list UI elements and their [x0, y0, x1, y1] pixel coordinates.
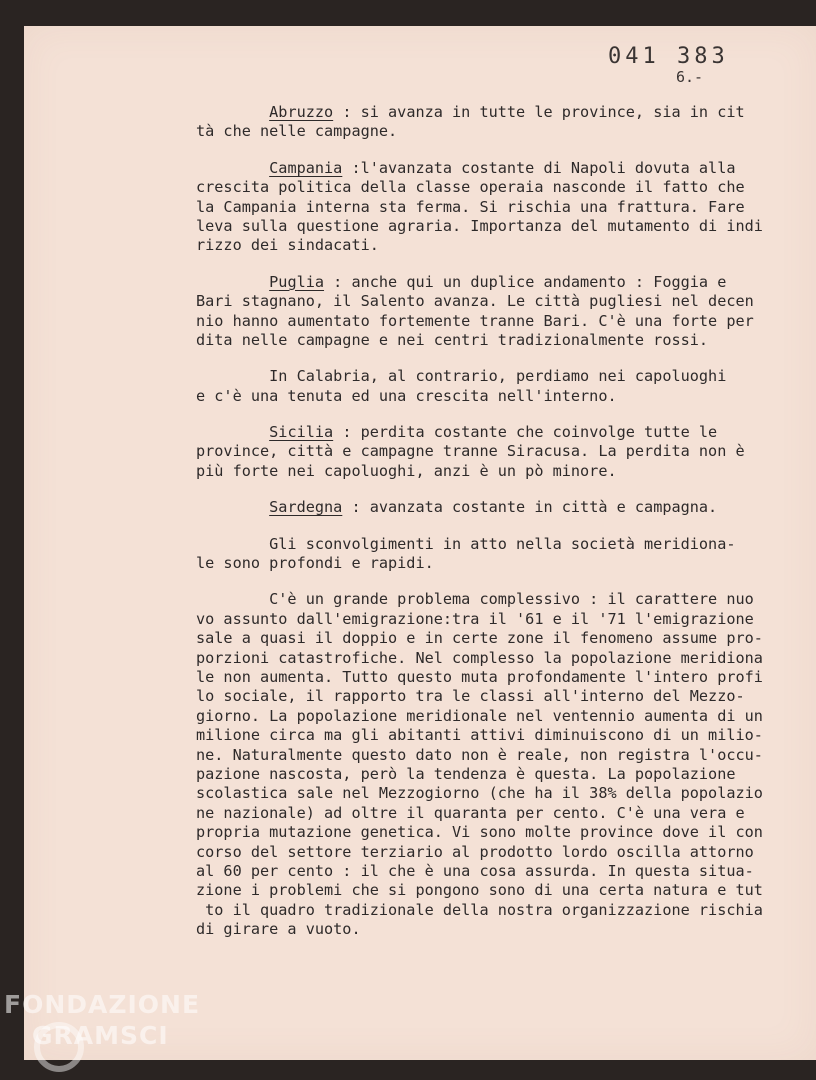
- text-line: ne. Naturalmente questo dato non è reale, non registra l'occu-: [196, 745, 763, 764]
- paragraph: [196, 535, 796, 574]
- text-line: scolastica sale nel Mezzogiorno (che ha il 38% della popolazio: [196, 784, 763, 803]
- text-line: Gli sconvolgimenti in atto nella società meridiona-: [196, 534, 736, 553]
- text-line: Sardegna : avanzata costante in città e campagna.: [269, 498, 718, 517]
- text-line: pazione nascosta, però la tendenza è questa. La popolazione: [196, 764, 736, 783]
- text-line: porzioni catastrofiche. Nel complesso la popolazione meridiona: [196, 648, 763, 667]
- text-line: C'è un grande problema complessivo : il carattere nuo: [196, 590, 754, 609]
- text-line: propria mutazione genetica. Vi sono molte province dove il con: [196, 823, 763, 842]
- text-line: In Calabria, al contrario, perdiamo nei capoluoghi: [196, 367, 727, 386]
- text-line: lo sociale, il rapporto tra le classi all'interno del Mezzo-: [196, 687, 745, 706]
- region-heading: Campania: [269, 158, 343, 177]
- text-line: e c'è una tenuta ed una crescita nell'interno.: [196, 386, 617, 405]
- text-line: vo assunto dall'emigrazione:tra il '61 e il '71 l'emigrazione: [196, 609, 754, 628]
- paragraph: [196, 159, 796, 256]
- region-heading: Puglia: [269, 272, 325, 291]
- paragraph: [196, 103, 796, 142]
- paragraph: [196, 498, 796, 517]
- text-line: milione circa ma gli abitanti attivi diminuiscono di un milio-: [196, 726, 763, 745]
- text-line: leva sulla questione agraria. Importanza del mutamento di indi: [196, 216, 763, 235]
- text-line: province, città e campagne tranne Siracusa. La perdita non è: [196, 442, 745, 461]
- paragraph: [196, 590, 796, 939]
- text-line: al 60 per cento : il che è una cosa assurda. In questa situa-: [196, 861, 754, 880]
- text-line: zione i problemi che si pongono sono di una certa natura e tut: [196, 881, 763, 900]
- text-line: giorno. La popolazione meridionale nel ventennio aumenta di un: [196, 706, 763, 725]
- text-line: più forte nei capoluoghi, anzi è un pò minore.: [196, 461, 617, 480]
- text-line: Sicilia : perdita costante che coinvolge tutte le: [269, 423, 718, 442]
- text-line: rizzo dei sindacati.: [196, 236, 379, 255]
- text-line: ne nazionale) ad oltre il quaranta per cento. C'è una vera e: [196, 803, 745, 822]
- text-line: Abruzzo : si avanza in tutte le province, sia in cit: [269, 103, 745, 121]
- text-line: le sono profondi e rapidi.: [196, 554, 434, 573]
- text-line: nio hanno aumentato fortemente tranne Bari. C'è una forte per: [196, 311, 754, 330]
- text-line: corso del settore terziario al prodotto lordo oscilla attorno: [196, 842, 754, 861]
- document-body: [196, 103, 796, 956]
- page-number: 041 383: [608, 44, 729, 69]
- text-line: dita nelle campagne e nei centri tradizionalmente rossi.: [196, 330, 709, 349]
- text-line: to il quadro tradizionale della nostra organizzazione rischia: [196, 900, 763, 919]
- text-line: tà che nelle campagne.: [196, 122, 398, 141]
- paragraph: [196, 367, 796, 406]
- text-line: Campania :l'avanzata costante di Napoli dovuta alla: [269, 158, 736, 177]
- region-heading: Sicilia: [269, 423, 334, 442]
- text-line: Puglia : anche qui un duplice andamento : Foggia e: [269, 272, 727, 291]
- text-line: di girare a vuoto.: [196, 920, 361, 939]
- watermark-logo: [4, 990, 200, 1050]
- page-subnumber: 6.-: [676, 68, 704, 86]
- text-line: sale a quasi il doppio e in certe zone il fenomeno assume pro-: [196, 629, 763, 648]
- text-line: Bari stagnano, il Salento avanza. Le città pugliesi nel decen: [196, 292, 754, 311]
- region-heading: Sardegna: [269, 498, 343, 517]
- watermark-line1: FONDAZIONE: [4, 990, 201, 1019]
- region-heading: Abruzzo: [269, 103, 334, 121]
- watermark-line2: GRAMSCI: [32, 1021, 169, 1050]
- text-line: le non aumenta. Tutto questo muta profondamente l'intero profi: [196, 667, 763, 686]
- text-line: crescita politica della classe operaia nasconde il fatto che: [196, 178, 745, 197]
- paragraph: [196, 423, 796, 481]
- paragraph: [196, 273, 796, 351]
- text-line: la Campania interna sta ferma. Si rischia una frattura. Fare: [196, 197, 745, 216]
